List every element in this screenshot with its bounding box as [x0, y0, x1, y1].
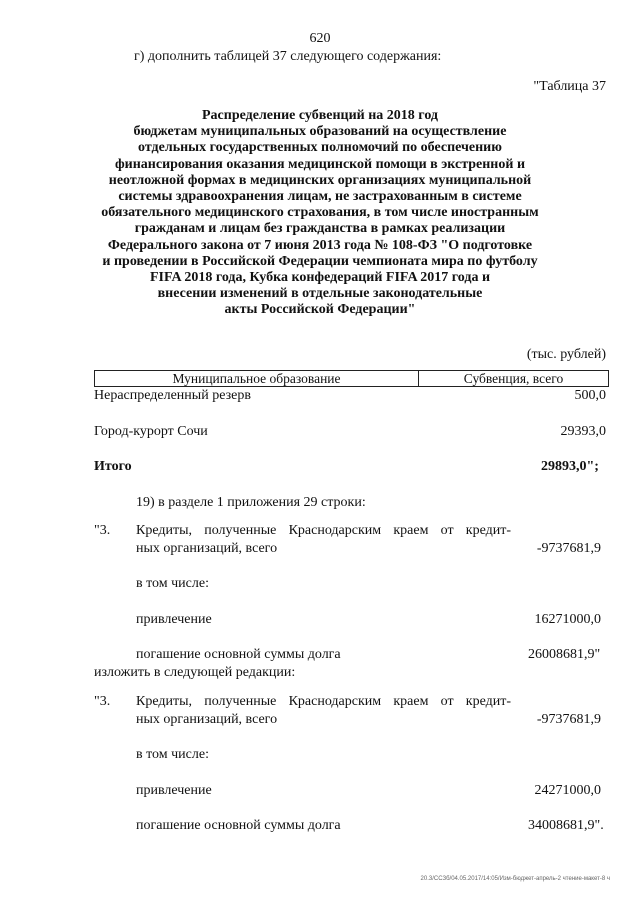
row-name: Нераспределенный резерв: [94, 388, 251, 403]
footer-stamp: 20.3/ССЗб/04.05.2017/14:05/Изм-бюджет-апрель-2 чтение-макет-8 ч: [420, 876, 610, 882]
repayment-label: погашение основной суммы долга: [136, 647, 341, 662]
title-line: внесении изменений в отдельные законодательные: [157, 286, 483, 302]
credit-total: -9737681,9: [536, 712, 601, 727]
title-line: финансирования оказания медицинской помощи в экстренной и: [114, 156, 526, 172]
intro-line: г) дополнить таблицей 37 следующего содержания:: [134, 49, 442, 64]
credit-description: ных организаций, всего: [136, 541, 278, 556]
credit-total: -9737681,9: [536, 541, 601, 556]
total-value: 29893,0";: [541, 459, 599, 474]
repayment-value: 26008681,9": [528, 647, 601, 662]
title-line: FIFA 2018 года, Кубка конфедераций FIFA 2017 года и: [149, 270, 491, 286]
borrowing-value: 24271000,0: [534, 783, 601, 798]
repayment-value: 34008681,9".: [528, 818, 604, 833]
repayment-label: погашение основной суммы долга: [136, 818, 341, 833]
document-title: [80, 108, 560, 319]
credit-description: ных организаций, всего: [136, 712, 278, 727]
title-line: акты Российской Федерации": [224, 302, 416, 318]
including-label: в том числе:: [136, 747, 209, 762]
borrowing-value: 16271000,0: [534, 612, 601, 627]
section-19: 19) в разделе 1 приложения 29 строки:: [136, 495, 366, 510]
page-number: 620: [309, 31, 331, 46]
row-number: "3.: [94, 694, 111, 709]
including-label: в том числе:: [136, 576, 209, 591]
credit-description: Кредиты, полученные Краснодарским краем от кредит-: [136, 694, 511, 709]
title-line: неотложной формах в медицинских организациях муниципальной: [108, 172, 532, 188]
credit-description: Кредиты, полученные Краснодарским краем от кредит-: [136, 523, 511, 538]
title-line: Распределение субвенций на 2018 год: [202, 108, 438, 123]
title-line: отдельных государственных полномочий по обеспечению: [138, 140, 502, 156]
title-line: гражданам и лицам без гражданства в рамках реализации: [134, 221, 506, 237]
total-label: Итого: [94, 459, 132, 474]
row-name: Город-курорт Сочи: [94, 424, 208, 439]
header-municipality: Муниципальное образование: [95, 371, 419, 386]
row-value: 29393,0: [560, 424, 606, 439]
row-value: 500,0: [574, 388, 606, 403]
header-subvention: Субвенция, всего: [463, 371, 564, 386]
title-line: и проведении в Российской Федерации чемпионата мира по футболу: [102, 253, 538, 269]
table-label: "Таблица 37: [533, 79, 606, 94]
units-label: (тыс. рублей): [526, 347, 606, 362]
borrowing-label: привлечение: [136, 783, 212, 798]
borrowing-label: привлечение: [136, 612, 212, 627]
row-number: "3.: [94, 523, 111, 538]
title-line: обязательного медицинского страхования, в том числе иностранным: [101, 205, 539, 221]
title-line: бюджетам муниципальных образований на осуществление: [133, 124, 507, 140]
table-header: [94, 370, 609, 387]
title-line: системы здравоохранения лицам, не застрахованным в системе: [118, 189, 522, 205]
restate-line: изложить в следующей редакции:: [94, 665, 296, 680]
title-line: Федерального закона от 7 июня 2013 года № 108-ФЗ "О подготовке: [107, 237, 533, 253]
